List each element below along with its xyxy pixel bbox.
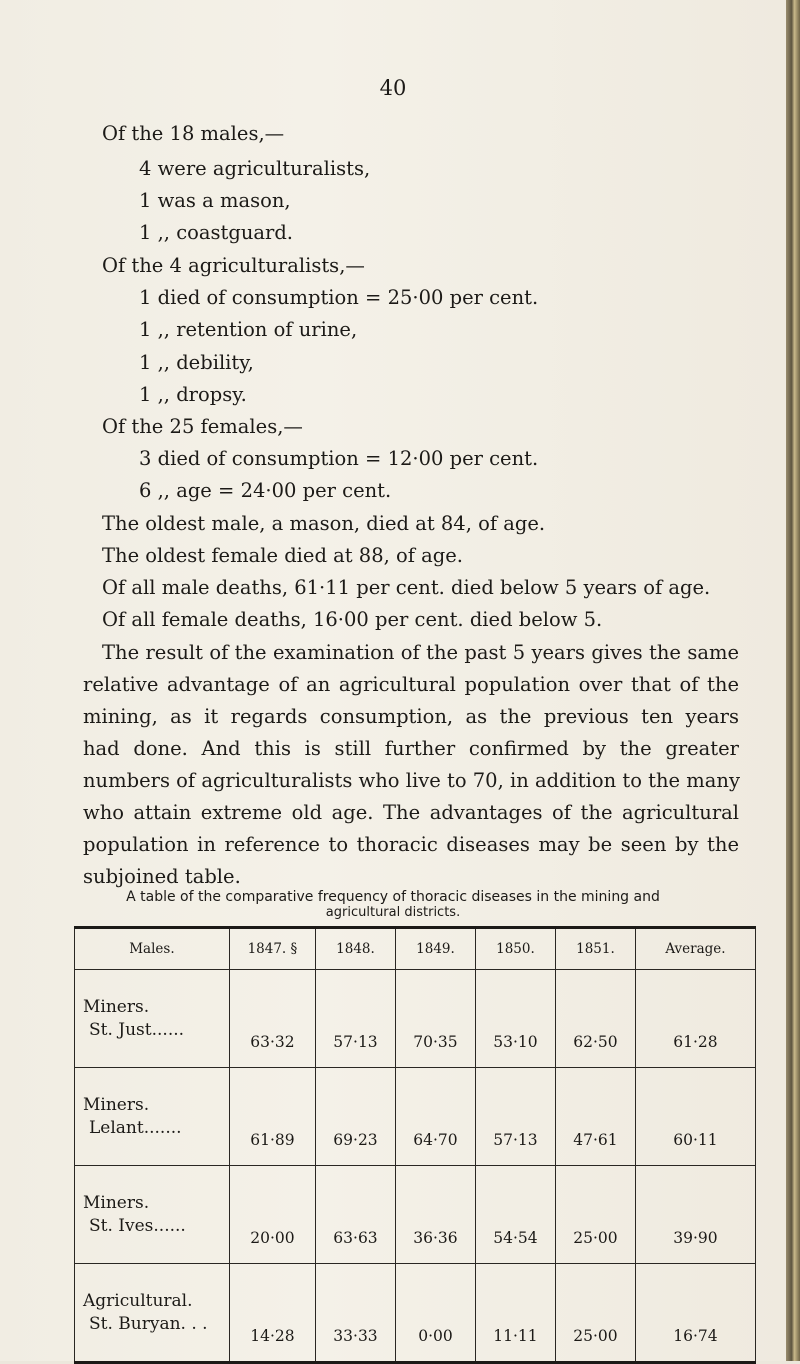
row-label xyxy=(75,1166,230,1264)
text-line: 1 died of consumption = 25·00 per cent. xyxy=(139,286,539,309)
page-number: 40 xyxy=(379,76,407,100)
row-label xyxy=(75,1264,230,1363)
table-row xyxy=(75,1166,756,1264)
paragraph-line: population in reference to thoracic diseases may be seen by the xyxy=(83,833,739,856)
row-group: Agricultural. xyxy=(83,1291,193,1312)
table-cell: 54·54 xyxy=(475,1166,555,1264)
row-place: St. Ives...... xyxy=(89,1215,186,1236)
table-cell: 39·90 xyxy=(635,1166,755,1264)
paragraph-line: relative advantage of an agricultural population over that of the xyxy=(83,673,739,696)
table-row xyxy=(75,1264,756,1363)
row-place: Lelant....... xyxy=(89,1117,182,1138)
text-line: 1 ,, coastguard. xyxy=(139,221,294,244)
row-label xyxy=(75,1068,230,1166)
table-cell: 11·11 xyxy=(475,1264,555,1363)
text-line: 4 were agriculturalists, xyxy=(139,157,371,180)
column-header: 1850. xyxy=(475,928,555,970)
text-line: 1 ,, retention of urine, xyxy=(139,318,358,341)
table-cell: 36·36 xyxy=(395,1166,475,1264)
table-caption: agricultural districts. xyxy=(325,905,461,920)
table-cell: 62·50 xyxy=(555,970,635,1068)
table-cell: 25·00 xyxy=(555,1166,635,1264)
paragraph-line: mining, as it regards consumption, as the previous ten years xyxy=(83,705,739,728)
table-cell: 63·32 xyxy=(229,970,315,1068)
table-cell: 33·33 xyxy=(316,1264,396,1363)
table-caption: A table of the comparative frequency of thoracic diseases in the mining and xyxy=(126,889,660,905)
paragraph-line: The result of the examination of the past 5 years gives the same xyxy=(102,641,739,664)
table-header-row xyxy=(75,928,756,970)
row-place: St. Buryan. . . xyxy=(89,1313,208,1334)
paragraph-line: had done. And this is still further confirmed by the greater xyxy=(83,737,739,760)
table-cell: 57·13 xyxy=(475,1068,555,1166)
text-line: Of the 4 agriculturalists,— xyxy=(102,254,365,277)
column-header: 1847. § xyxy=(229,928,315,970)
text-line: 1 was a mason, xyxy=(139,189,291,212)
table-cell: 70·35 xyxy=(395,970,475,1068)
paragraph-line: subjoined table. xyxy=(83,865,241,888)
row-place: St. Just...... xyxy=(89,1019,185,1040)
row-label xyxy=(75,970,230,1068)
text-line: Of the 25 females,— xyxy=(102,415,303,438)
row-group: Miners. xyxy=(83,1193,150,1214)
paragraph-line: who attain extreme old age. The advantages of the agricultural xyxy=(83,801,739,824)
column-header: Males. xyxy=(75,928,230,970)
table-cell: 61·89 xyxy=(229,1068,315,1166)
text-line: 6 ,, age = 24·00 per cent. xyxy=(139,479,392,502)
table-cell: 69·23 xyxy=(316,1068,396,1166)
thoracic-disease-table xyxy=(74,926,756,1364)
table-cell: 63·63 xyxy=(316,1166,396,1264)
table-cell: 53·10 xyxy=(475,970,555,1068)
text-line: The oldest male, a mason, died at 84, of age. xyxy=(102,512,546,535)
column-header: 1848. xyxy=(316,928,396,970)
table-cell: 61·28 xyxy=(635,970,755,1068)
text-line: Of the 18 males,— xyxy=(102,122,285,145)
table-cell: 25·00 xyxy=(555,1264,635,1363)
column-header: 1851. xyxy=(555,928,635,970)
table-cell: 47·61 xyxy=(555,1068,635,1166)
table-row xyxy=(75,970,756,1068)
table-cell: 57·13 xyxy=(316,970,396,1068)
table-cell: 16·74 xyxy=(635,1264,755,1363)
text-line: Of all male deaths, 61·11 per cent. died below 5 years of age. xyxy=(102,576,711,599)
text-line: 1 ,, debility, xyxy=(139,351,254,374)
table-cell: 20·00 xyxy=(229,1166,315,1264)
table-cell: 60·11 xyxy=(635,1068,755,1166)
text-line: 3 died of consumption = 12·00 per cent. xyxy=(139,447,539,470)
text-line: Of all female deaths, 16·00 per cent. died below 5. xyxy=(102,608,603,631)
table-cell: 14·28 xyxy=(229,1264,315,1363)
table-cell: 0·00 xyxy=(395,1264,475,1363)
book-edge xyxy=(786,0,800,1361)
row-group: Miners. xyxy=(83,1095,150,1116)
column-header: Average. xyxy=(635,928,755,970)
paragraph-line: numbers of agriculturalists who live to 70, in addition to the many xyxy=(83,769,740,792)
table-cell: 64·70 xyxy=(395,1068,475,1166)
text-line: 1 ,, dropsy. xyxy=(139,383,247,406)
text-line: The oldest female died at 88, of age. xyxy=(102,544,464,567)
row-group: Miners. xyxy=(83,997,150,1018)
column-header: 1849. xyxy=(395,928,475,970)
table-row xyxy=(75,1068,756,1166)
